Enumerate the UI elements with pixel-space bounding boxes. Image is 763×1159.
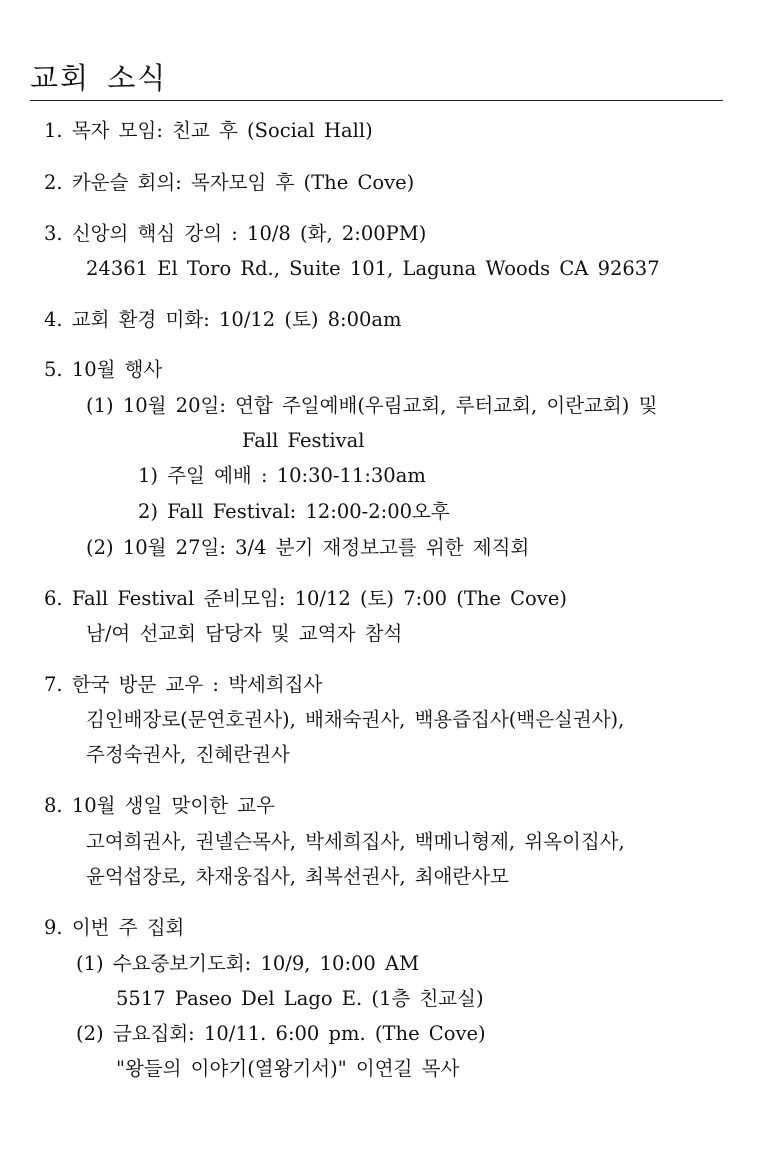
item-4-number: 4. (44, 308, 63, 331)
item-5-sub-1-detail-2-number: 2) (138, 500, 159, 523)
item-8 (44, 793, 275, 819)
item-9-sub-2 (76, 1021, 486, 1047)
item-7-detail-1: 김인배장로(문연호권사), 배채숙권사, 백용즙집사(백은실권사), (86, 708, 625, 731)
item-5-text: 10월 행사 (71, 358, 163, 381)
item-8-text: 10월 생일 맞이한 교우 (71, 794, 275, 817)
item-9-sub-2-speaker: "왕들의 이야기(열왕기서)" 이연길 목사 (116, 1057, 460, 1080)
item-7 (44, 672, 322, 698)
item-4-text: 교회 환경 미화: 10/12 (토) 8:00am (71, 308, 402, 331)
item-2-text: 카운슬 회의: 목자모임 후 (The Cove) (71, 171, 415, 194)
item-1-text: 목자 모임: 친교 후 (Social Hall) (71, 119, 373, 142)
item-5-sub-2 (86, 535, 529, 561)
item-6-number: 6. (44, 587, 63, 610)
item-5-sub-1-detail-2 (138, 499, 450, 525)
item-3-address: 24361 El Toro Rd., Suite 101, Laguna Woods CA 92637 (86, 257, 660, 280)
item-5-sub-1 (86, 393, 657, 419)
title-divider (30, 100, 723, 101)
item-5-sub-1-detail-1-number: 1) (138, 464, 159, 487)
item-9-text: 이번 주 집회 (71, 916, 185, 939)
item-9-sub-1 (76, 951, 419, 977)
item-9-sub-1-number: (1) (76, 952, 104, 975)
item-6-detail: 남/여 선교회 담당자 및 교역자 참석 (86, 622, 403, 645)
item-2 (44, 170, 414, 196)
item-8-detail-1: 고여희권사, 권넬슨목사, 박세희집사, 백메니형제, 위옥이집사, (86, 830, 625, 853)
item-5-number: 5. (44, 358, 63, 381)
item-5-sub-1-detail-1-text: 주일 예배 : 10:30-11:30am (167, 464, 426, 487)
item-6 (44, 586, 567, 612)
item-9-sub-1-text: 수요중보기도회: 10/9, 10:00 AM (112, 952, 420, 975)
item-8-detail-2: 윤억섭장로, 차재웅집사, 최복선권사, 최애란사모 (86, 865, 509, 888)
item-8-number: 8. (44, 794, 63, 817)
item-5-sub-1-detail-2-text: Fall Festival: 12:00-2:00오후 (167, 500, 450, 523)
item-5-sub-1-detail-1 (138, 463, 426, 489)
item-9 (44, 915, 184, 941)
item-9-sub-1-location: 5517 Paseo Del Lago E. (1층 친교실) (116, 987, 484, 1010)
item-3-text: 신앙의 핵심 강의 : 10/8 (화, 2:00PM) (71, 222, 427, 245)
item-9-number: 9. (44, 916, 63, 939)
item-7-detail-2: 주정숙권사, 진혜란권사 (86, 743, 290, 766)
page-title: 교회 소식 (30, 61, 168, 95)
item-9-sub-2-text: 금요집회: 10/11. 6:00 pm. (The Cove) (112, 1022, 486, 1045)
item-5-sub-1-continuation: Fall Festival (242, 429, 365, 452)
item-7-number: 7. (44, 673, 63, 696)
item-1 (44, 118, 373, 144)
item-3-number: 3. (44, 222, 63, 245)
item-9-sub-2-number: (2) (76, 1022, 104, 1045)
item-4 (44, 307, 402, 333)
item-5 (44, 357, 162, 383)
item-5-sub-2-number: (2) (86, 536, 114, 559)
item-5-sub-1-number: (1) (86, 394, 114, 417)
item-5-sub-1-text: 10월 20일: 연합 주일예배(우림교회, 루터교회, 이란교회) 및 (122, 394, 658, 417)
item-6-text: Fall Festival 준비모임: 10/12 (토) 7:00 (The Cove) (71, 587, 567, 610)
item-1-number: 1. (44, 119, 63, 142)
item-5-sub-2-text: 10월 27일: 3/4 분기 재정보고를 위한 제직회 (122, 536, 530, 559)
item-7-text: 한국 방문 교우 : 박세희집사 (71, 673, 323, 696)
item-3 (44, 221, 426, 247)
item-2-number: 2. (44, 171, 63, 194)
